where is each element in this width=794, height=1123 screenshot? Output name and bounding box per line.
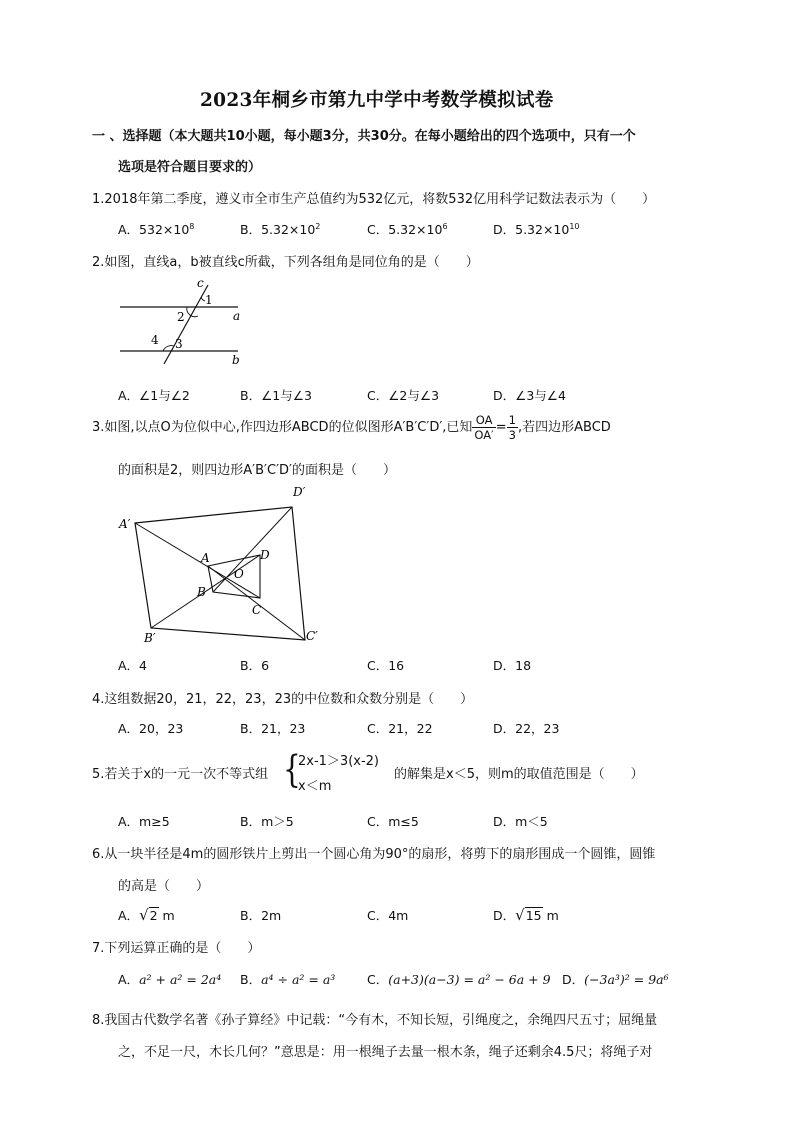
q5-option-b: B．m＞5 [240, 814, 294, 829]
q1-stem: 1.2018年第二季度，遵义市全市生产总值约为532亿元，将数532亿用科学记数法表示为（ ） [92, 192, 656, 207]
q3-option-a: A．4 [118, 658, 148, 673]
q4-option-a: A．20，23 [118, 721, 184, 736]
section-heading: 一 、选择题（本大题共10小题，每小题3分，共30分。在每小题给出的四个选项中，只有一个 [92, 129, 636, 144]
q1-option-b: B．$5.32\times 10^2$ [240, 221, 321, 237]
label-D-prime: D′ [293, 485, 306, 499]
system-brace: { [283, 747, 301, 792]
ratio-fraction: $\frac{OA}{OA'}$ [474, 413, 494, 442]
q5-stem-pre: 5.若关于x的一元一次不等式组 [92, 767, 269, 782]
line-c [164, 285, 208, 364]
q6-stem-cont: 的高是（ ） [118, 879, 210, 894]
q1-option-c: C．$5.32\times 10^6$ [367, 221, 448, 237]
sqrt-sign: √ [139, 906, 149, 924]
q7-option-d: D．(−3a³)² = 9a⁶ [562, 972, 669, 987]
label-3: 3 [175, 337, 183, 351]
q4-option-b: B．21，23 [240, 721, 306, 736]
q2-option-a: A．∠1与∠2 [118, 388, 190, 403]
q5-stem-post: 的解集是x＜5，则m的取值范围是（ ） [394, 767, 644, 782]
q5-inequality-2: x＜m [298, 779, 332, 794]
label-1: 1 [205, 293, 213, 307]
q1-option-d: D．$5.32\times 10^{10}$ [493, 221, 580, 237]
value-fraction: $\frac{1}{3}$ [508, 413, 516, 442]
q1-option-a: A．$532\times 10^8$ [118, 221, 195, 237]
label-B-prime: B′ [144, 631, 156, 645]
q4-option-c: C．21，22 [367, 721, 433, 736]
section-heading-cont: 选项是符合题目要求的） [118, 160, 262, 175]
label-C-prime: C′ [306, 629, 318, 643]
label-B: B [197, 585, 206, 599]
q2-option-b: B．∠1与∠3 [240, 388, 312, 403]
label-D: D [260, 548, 270, 562]
q3-option-b: B．6 [240, 658, 270, 673]
label-c: c [197, 278, 204, 290]
q5-option-d: D．m＜5 [493, 814, 548, 829]
label-A: A [201, 551, 210, 565]
q4-option-d: D．22，23 [493, 721, 560, 736]
q6-stem: 6.从一块半径是4m的圆形铁片上剪出一个圆心角为90°的扇形，将剪下的扇形围成一个圆锥，圆锥 [92, 847, 656, 862]
q8-stem: 8.我国古代数学名著《孙子算经》中记载：“今有木，不知长短，引绳度之，余绳四尺五寸；屈绳量 [92, 1013, 658, 1028]
label-O: O [234, 567, 244, 581]
q6-option-d: D．√15 m [493, 906, 559, 924]
label-A-prime: A′ [119, 517, 131, 531]
q2-stem: 2.如图，直线a，b被直线c所截，下列各组角是同位角的是（ ） [92, 255, 479, 270]
label-C: C [252, 603, 262, 617]
q3-option-d: D．18 [493, 658, 532, 673]
q4-stem: 4.这组数据20，21，22，23，23的中位数和众数分别是（ ） [92, 692, 474, 707]
q7-option-c: C．(a+3)(a−3) = a² − 6a + 9 [367, 972, 551, 987]
sqrt-sign: √ [515, 906, 525, 924]
q2-option-d: D．∠3与∠4 [493, 388, 566, 403]
q3-figure [110, 480, 330, 650]
q6-option-b: B．2m [240, 908, 282, 923]
label-b: b [232, 353, 240, 367]
label-a: a [233, 309, 241, 323]
q7-option-a: A．a² + a² = 2a⁴ [118, 972, 222, 987]
q5-option-a: A．m≥5 [118, 814, 170, 829]
label-2: 2 [177, 310, 185, 324]
q3-stem-cont: 的面积是2，则四边形A′B′C′D′的面积是（ ） [118, 463, 396, 478]
q6-option-a: A．√2 m [118, 906, 175, 924]
page-title: 2023年桐乡市第九中学中考数学模拟试卷 [200, 90, 554, 111]
q6-option-c: C．4m [367, 908, 409, 923]
q3-option-c: C．16 [367, 658, 405, 673]
q5-option-c: C．m≤5 [367, 814, 419, 829]
q2-option-c: C．∠2与∠3 [367, 388, 440, 403]
q3-stem: 3.如图,以点O为位似中心,作四边形ABCD的位似图形A′B′C′D′,已知 $\frac{OA}{OA'}$ = $\frac{1}{3}$ ,若四边形ABCD [92, 413, 611, 442]
q5-inequality-1: 2x-1＞3(x-2) [298, 754, 379, 769]
q8-stem-cont: 之，不足一尺，木长几何？”意思是：用一根绳子去量一根木条，绳子还剩余4.5尺；将绳子对 [118, 1045, 653, 1060]
label-4: 4 [151, 333, 159, 347]
q7-option-b: B．a⁴ ÷ a² = a³ [240, 972, 336, 987]
q7-stem: 7.下列运算正确的是（ ） [92, 941, 261, 956]
q2-figure [115, 278, 255, 368]
